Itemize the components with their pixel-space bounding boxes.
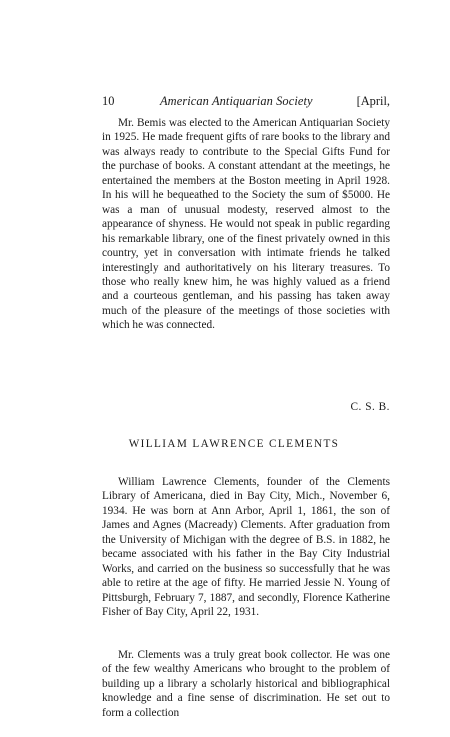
running-head — [102, 92, 390, 110]
clements-obituary-paragraph-1: William Lawrence Clements, founder of the Clements Library of Americana, died in Bay City, Mich., November 6, 1934. He was born at Ann Arbor, April 1, 1861, the son of James and Agnes (Macready) Clements. After graduation from the University of Michigan with the degree of B.S. in 1882, he became associated with his father in the Bay City Industrial Works, and carried on the business so successfully that he was able to retire at the age of fifty. He married Jessie N. Young of Pittsburgh, February 7, 1887, and secondly, Florence Katherine Fisher of Bay City, April 22, 1931. — [102, 476, 390, 619]
bemis-obituary-paragraph: Mr. Bemis was elected to the American Antiquarian Society in 1925. He made frequent gifts of rare books to the library and was always ready to contribute to the Special Gifts Fund for the purchase of books. A constant attendant at the meetings, he entertained the members at the Boston meeting in April 1928. In his will he bequeathed to the Society the sum of $5000. He was a man of unusual modesty, reserved almost to the appearance of shyness. He would not speak in public regarding his remarkable library, one of the finest privately owned in this country, yet in conversation with intimate friends he talked interestingly and authoritatively on his literary treasures. To those who really knew him, he was highly valued as a friend and a courteous gentleman, and his passing has taken away much of the pleasure of the meetings of those societies with which he was connected. — [102, 117, 390, 332]
page-number: 10 — [102, 94, 115, 108]
obituary-heading: WILLIAM LAWRENCE CLEMENTS — [128, 438, 340, 450]
author-initials: C. S. B. — [350, 401, 390, 413]
clements-obituary-paragraph-2: Mr. Clements was a truly great book collector. He was one of the few wealthy Americans who brought to the problem of building up a library a scholarly historical and bibliographical knowledge and a fine sense of discrimination. He set out to form a collection — [102, 649, 390, 719]
journal-title: American Antiquarian Society — [160, 94, 313, 108]
issue-month: [April, — [356, 94, 390, 108]
